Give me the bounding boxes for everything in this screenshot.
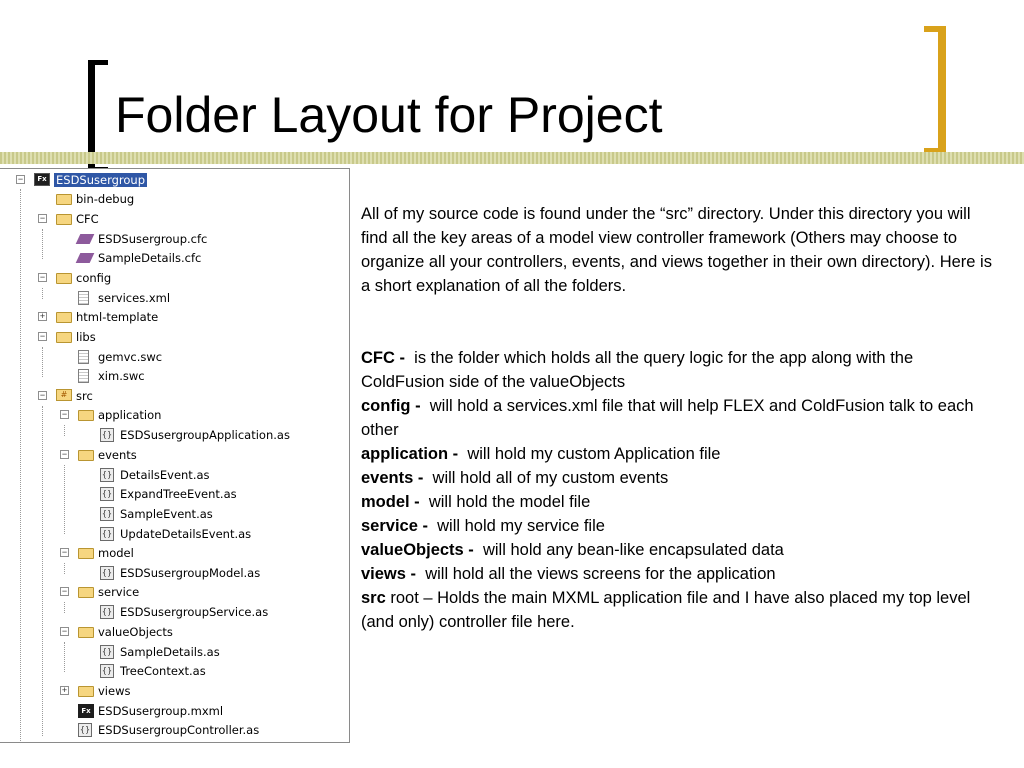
tree-item[interactable]: services.xml <box>78 288 170 307</box>
as-file-icon: {} <box>100 527 116 541</box>
tree-item[interactable]: {} ESDSusergroupApplication.as <box>101 427 290 442</box>
entry-term: service - <box>361 517 428 535</box>
tree-item[interactable]: valueObjects <box>78 622 173 641</box>
entry-text: will hold all the views screens for the application <box>416 565 776 583</box>
collapse-toggle[interactable]: − <box>39 390 46 400</box>
folder-entry-application <box>361 442 1001 466</box>
collapse-toggle[interactable]: − <box>61 586 68 596</box>
folder-entry-src <box>361 586 1001 634</box>
title-divider <box>0 152 1024 164</box>
tree-item[interactable]: {} UpdateDetailsEvent.as <box>101 526 252 541</box>
tree-item[interactable]: {} ESDSusergroupService.as <box>101 604 269 619</box>
folder-icon <box>56 271 72 285</box>
as-file-icon: {} <box>100 645 116 659</box>
entry-text: is the folder which holds all the query logic for the app along with the ColdFusion side of the valueObjects <box>361 349 918 391</box>
xml-file-icon <box>78 291 94 305</box>
tree-item[interactable]: SampleDetails.cfc <box>78 248 201 267</box>
cfc-file-icon <box>78 251 94 265</box>
tree-item[interactable]: ESDSusergroup.cfc <box>78 229 207 248</box>
folder-entry-service <box>361 514 1001 538</box>
folder-icon <box>78 546 94 560</box>
slide-title: Folder Layout for Project <box>115 87 663 143</box>
tree-item[interactable]: views <box>78 681 130 700</box>
intro-paragraph: All of my source code is found under the “src” directory. Under this directory you will find all the key areas of a model view controller framework (Others may choose to organize all your controllers, events, and views together in their own directory). Here is a short explanation of all the folders. <box>361 205 992 295</box>
entry-term: src <box>361 589 386 607</box>
as-file-icon: {} <box>78 723 94 737</box>
entry-term: config - <box>361 397 421 415</box>
tree-item[interactable]: Fx ESDSusergroup <box>34 170 147 189</box>
tree-item[interactable]: model <box>78 543 134 562</box>
collapse-toggle[interactable]: − <box>39 331 46 341</box>
folder-entry-views <box>361 562 1001 586</box>
tree-item[interactable]: {} SampleEvent.as <box>101 506 213 521</box>
entry-term: application - <box>361 445 459 463</box>
description-text <box>361 202 1001 634</box>
project-icon: Fx <box>34 173 50 187</box>
entry-text: will hold all of my custom events <box>423 469 669 487</box>
as-file-icon: {} <box>100 605 116 619</box>
tree-item[interactable]: events <box>78 445 137 464</box>
folder-icon <box>78 448 94 462</box>
folder-entry-config <box>361 394 1001 442</box>
collapse-toggle[interactable]: − <box>39 213 46 223</box>
entry-term: model - <box>361 493 420 511</box>
tree-item[interactable]: service <box>78 582 139 601</box>
as-file-icon: {} <box>100 428 116 442</box>
as-file-icon: {} <box>100 468 116 482</box>
expand-toggle[interactable]: + <box>61 685 68 695</box>
entry-text: will hold my service file <box>427 517 605 535</box>
expand-toggle[interactable]: + <box>39 311 46 321</box>
folder-icon <box>56 192 72 206</box>
entry-term: CFC - <box>361 349 405 367</box>
as-file-icon: {} <box>100 664 116 678</box>
tree-item[interactable]: CFC <box>56 209 99 228</box>
tree-item[interactable]: gemvc.swc <box>78 347 162 366</box>
folder-icon <box>56 212 72 226</box>
collapse-toggle[interactable]: − <box>39 272 46 282</box>
tree-item[interactable]: {} ESDSusergroupController.as <box>79 722 260 737</box>
tree-item[interactable]: xim.swc <box>78 366 145 385</box>
cfc-file-icon <box>78 232 94 246</box>
entry-text: will hold my custom Application file <box>458 445 721 463</box>
tree-item[interactable]: application <box>78 405 161 424</box>
collapse-toggle[interactable]: − <box>61 409 68 419</box>
source-folder-icon: # <box>56 389 72 403</box>
tree-item[interactable]: # src <box>56 386 93 405</box>
collapse-toggle[interactable]: − <box>61 449 68 459</box>
folder-entry-cfc <box>361 346 1001 394</box>
folder-entry-events <box>361 466 1001 490</box>
right-bracket-decoration <box>924 26 946 154</box>
folder-icon <box>56 310 72 324</box>
swc-file-icon <box>78 369 94 383</box>
entry-term: events - <box>361 469 424 487</box>
folder-icon <box>56 330 72 344</box>
entry-text: will hold any bean-like encapsulated data <box>473 541 784 559</box>
tree-item[interactable]: Fx ESDSusergroup.mxml <box>78 701 223 720</box>
folder-icon <box>78 585 94 599</box>
collapse-toggle[interactable]: − <box>17 174 24 184</box>
folder-icon <box>78 684 94 698</box>
mxml-file-icon: Fx <box>78 704 94 718</box>
entry-term: valueObjects - <box>361 541 474 559</box>
collapse-toggle[interactable]: − <box>61 626 68 636</box>
project-tree <box>0 168 350 743</box>
folder-icon <box>78 408 94 422</box>
tree-item[interactable]: html-template <box>56 307 158 326</box>
tree-item[interactable]: {} DetailsEvent.as <box>101 467 210 482</box>
collapse-toggle[interactable]: − <box>61 547 68 557</box>
entry-text: will hold the model file <box>419 493 591 511</box>
folder-icon <box>78 625 94 639</box>
tree-item[interactable]: {} SampleDetails.as <box>101 644 220 659</box>
entry-text: root – Holds the main MXML application file and I have also placed my top level (and only) controller file here. <box>361 589 975 631</box>
tree-item[interactable]: libs <box>56 327 96 346</box>
folder-entry-valueobjects <box>361 538 1001 562</box>
entry-term: views - <box>361 565 417 583</box>
tree-item[interactable]: bin-debug <box>56 189 134 208</box>
as-file-icon: {} <box>100 487 116 501</box>
tree-item[interactable]: {} ExpandTreeEvent.as <box>101 486 237 501</box>
tree-item[interactable]: {} TreeContext.as <box>101 663 206 678</box>
tree-item[interactable]: config <box>56 268 111 287</box>
as-file-icon: {} <box>100 566 116 580</box>
entry-text: will hold a services.xml file that will help FLEX and ColdFusion talk to each other <box>361 397 979 439</box>
as-file-icon: {} <box>100 507 116 521</box>
tree-item[interactable]: {} ESDSusergroupModel.as <box>101 565 261 580</box>
folder-entry-model <box>361 490 1001 514</box>
swc-file-icon <box>78 350 94 364</box>
